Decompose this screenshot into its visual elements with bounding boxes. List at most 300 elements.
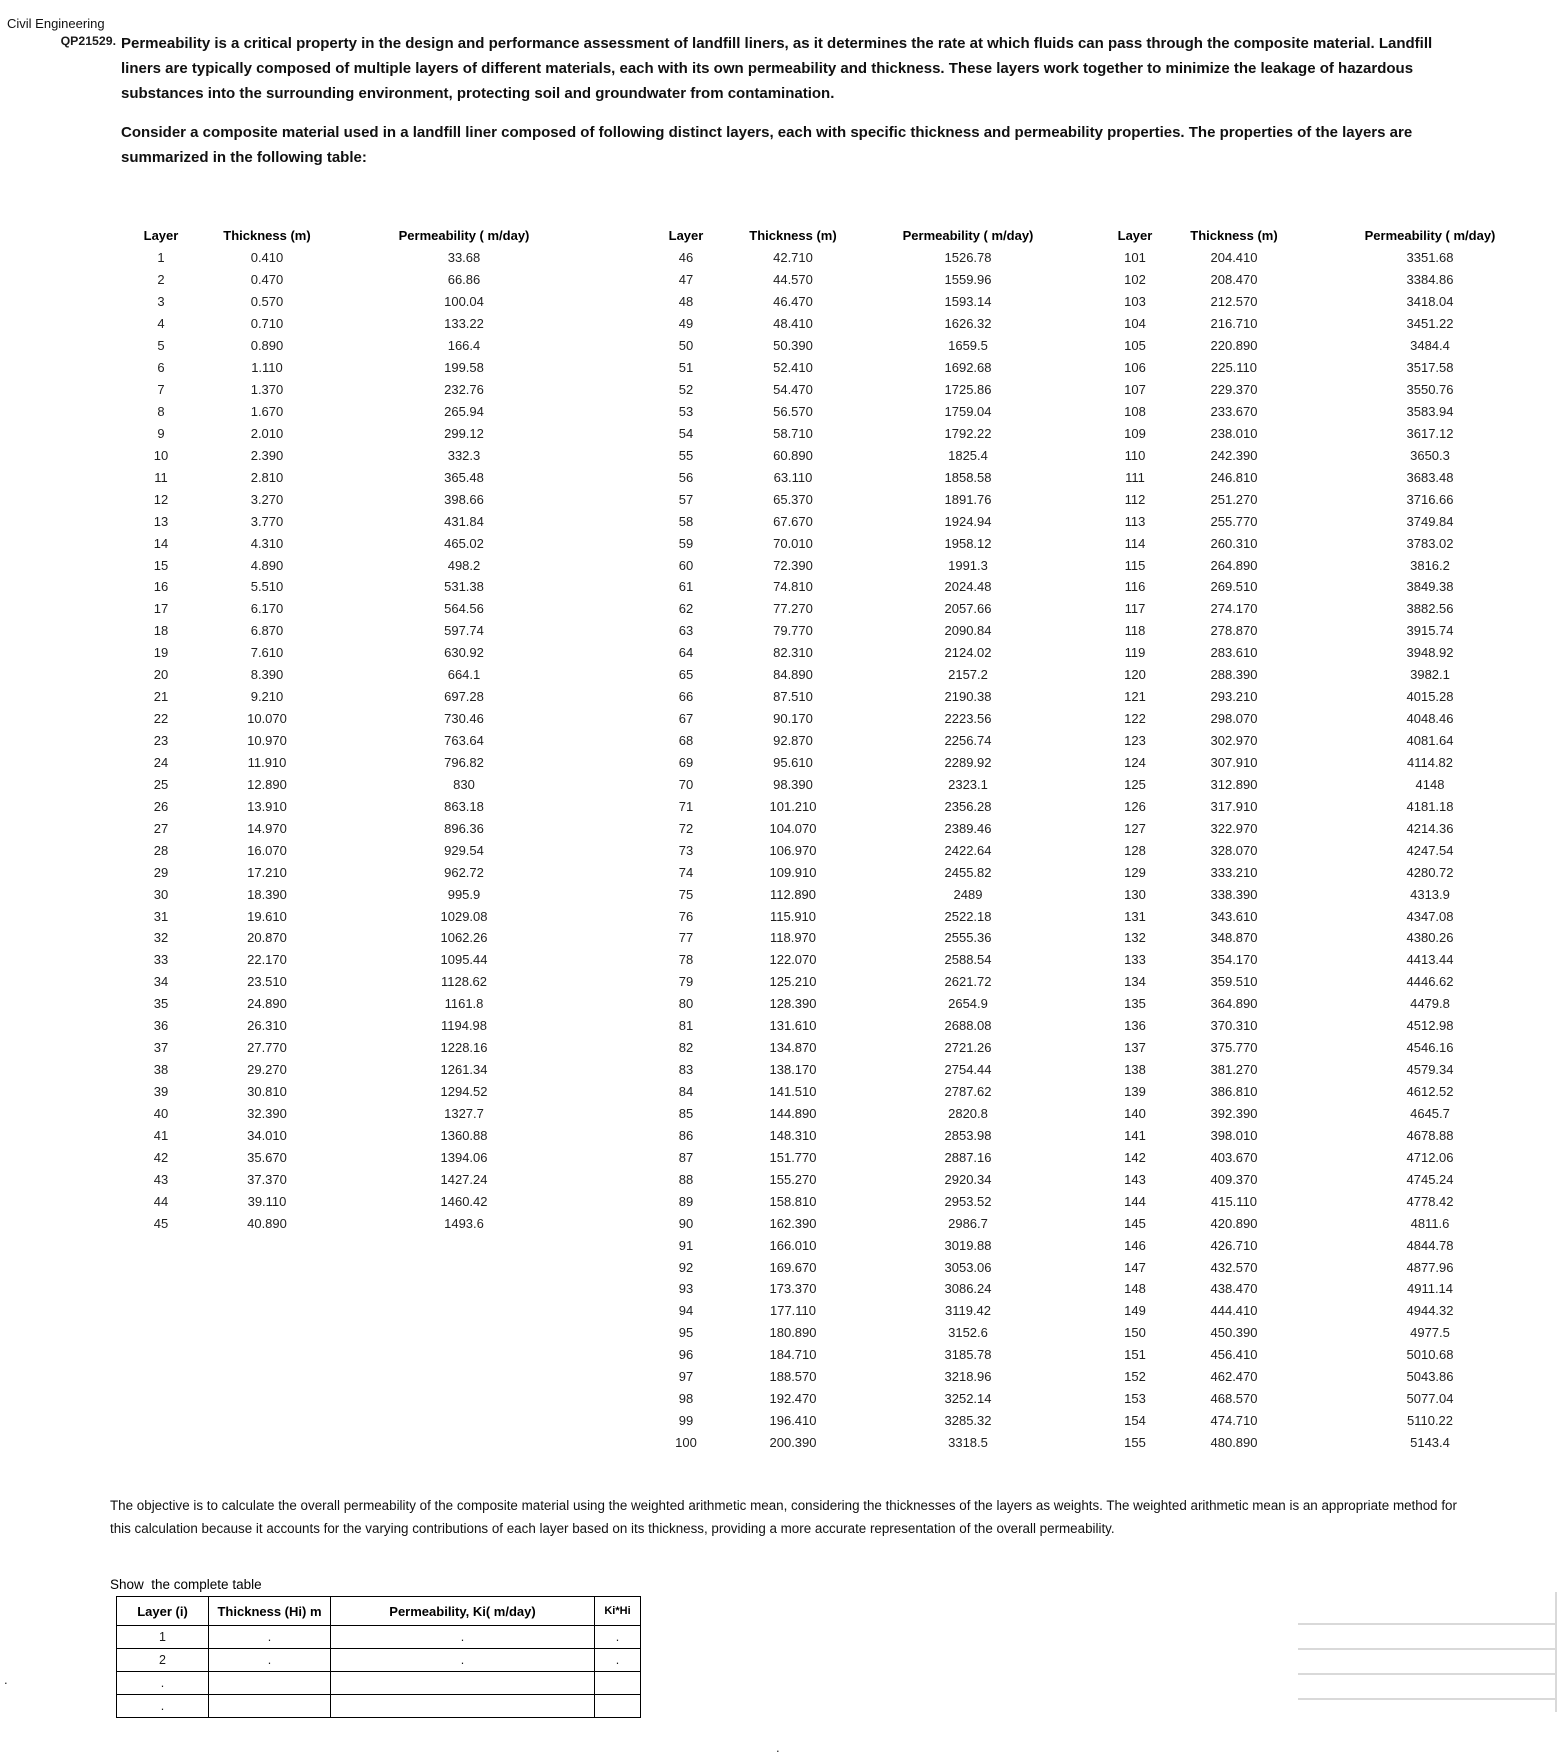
thickness-cell: 50.390 [773, 338, 813, 354]
answer-table [116, 1596, 641, 1718]
thickness-cell: 60.890 [773, 447, 813, 463]
permeability-cell: 3915.74 [1406, 623, 1454, 639]
thickness-cell: 7.610 [250, 645, 284, 661]
permeability-cell: 2190.38 [944, 689, 992, 705]
thickness-cell: 65.370 [773, 491, 813, 507]
answer-cell[interactable] [209, 1672, 331, 1695]
permeability-cell: 2323.1 [948, 776, 988, 792]
permeability-cell: 1294.52 [440, 1084, 488, 1100]
layer-cell: 98 [678, 1391, 694, 1407]
permeability-cell: 3816.2 [1410, 557, 1450, 573]
layer-cell: 95 [678, 1325, 694, 1341]
thickness-cell: 0.570 [250, 294, 284, 310]
permeability-cell: 1924.94 [944, 513, 992, 529]
permeability-cell: 2887.16 [944, 1149, 992, 1165]
permeability-cell: 1759.04 [944, 403, 992, 419]
layer-cell: 92 [678, 1259, 694, 1275]
thickness-cell: 474.710 [1210, 1413, 1258, 1429]
permeability-cell: 2953.52 [944, 1193, 992, 1209]
permeability-cell: 3484.4 [1410, 338, 1450, 354]
permeability-cell: 2289.92 [944, 754, 992, 770]
thickness-cell: 381.270 [1210, 1062, 1258, 1078]
layer-cell: 77 [678, 930, 694, 946]
layer-cell: 127 [1124, 820, 1146, 836]
thickness-cell: 54.470 [773, 382, 813, 398]
thickness-cell: 42.710 [773, 250, 813, 266]
answer-table-header-row [117, 1597, 641, 1626]
thickness-cell: 4.890 [250, 557, 284, 573]
thickness-cell: 375.770 [1210, 1040, 1258, 1056]
permeability-cell: 3152.6 [948, 1325, 988, 1341]
thickness-cell: 204.410 [1210, 250, 1258, 266]
permeability-cell: 564.56 [444, 601, 484, 617]
layer-cell: 107 [1124, 382, 1146, 398]
layer-cell: 102 [1124, 272, 1146, 288]
permeability-cell: 4512.98 [1406, 1018, 1454, 1034]
layer-cell: 30 [153, 886, 169, 902]
answer-cell[interactable]: 1 [117, 1626, 209, 1649]
thickness-cell: 134.870 [769, 1040, 817, 1056]
thickness-cell: 87.510 [773, 689, 813, 705]
layer-cell: 82 [678, 1040, 694, 1056]
layer-cell: 100 [675, 1435, 697, 1451]
layer-cell: 18 [153, 623, 169, 639]
permeability-cell: 2256.74 [944, 733, 992, 749]
thickness-cell: 90.170 [773, 711, 813, 727]
answer-cell[interactable] [595, 1695, 641, 1718]
layer-table-group-1 [100, 225, 616, 1234]
layer-cell: 132 [1124, 930, 1146, 946]
layer-cell: 131 [1124, 908, 1146, 924]
permeability-cell: 2422.64 [944, 842, 992, 858]
thickness-cell: 432.570 [1210, 1259, 1258, 1275]
permeability-cell: 4778.42 [1406, 1193, 1454, 1209]
thickness-cell: 0.890 [250, 338, 284, 354]
permeability-cell: 4612.52 [1406, 1084, 1454, 1100]
thickness-cell: 307.910 [1210, 754, 1258, 770]
thickness-cell: 63.110 [773, 469, 813, 485]
permeability-cell: 1991.3 [948, 557, 988, 573]
layer-cell: 125 [1124, 776, 1146, 792]
layer-cell: 7 [157, 382, 165, 398]
thickness-cell: 46.470 [773, 294, 813, 310]
thickness-cell: 216.710 [1210, 316, 1258, 332]
answer-entry-cell[interactable] [1298, 1648, 1557, 1673]
permeability-cell: 3716.66 [1406, 491, 1454, 507]
permeability-cell: 1559.96 [944, 272, 992, 288]
permeability-cell: 1792.22 [944, 425, 992, 441]
layer-cell: 154 [1124, 1413, 1146, 1429]
thickness-cell: 188.570 [769, 1369, 817, 1385]
layer-cell: 135 [1124, 996, 1146, 1012]
thickness-cell: 131.610 [769, 1018, 817, 1034]
answer-cell[interactable] [331, 1695, 595, 1718]
permeability-cell: 2455.82 [944, 864, 992, 880]
layer-cell: 150 [1124, 1325, 1146, 1341]
thickness-cell: 16.070 [247, 842, 287, 858]
column-header-permeability: Permeability ( m/day) [398, 228, 530, 244]
thickness-cell: 30.810 [247, 1084, 287, 1100]
answer-cell[interactable]: . [209, 1649, 331, 1672]
permeability-cell: 3550.76 [1406, 382, 1454, 398]
layer-cell: 47 [678, 272, 694, 288]
answer-entry-cell[interactable] [1298, 1623, 1557, 1648]
layer-cell: 31 [153, 908, 169, 924]
permeability-cell: 2090.84 [944, 623, 992, 639]
permeability-cell: 4844.78 [1406, 1237, 1454, 1253]
layer-cell: 94 [678, 1303, 694, 1319]
layer-cell: 72 [678, 820, 694, 836]
thickness-cell: 98.390 [773, 776, 813, 792]
permeability-cell: 4944.32 [1406, 1303, 1454, 1319]
layer-cell: 153 [1124, 1391, 1146, 1407]
layer-cell: 25 [153, 776, 169, 792]
layer-cell: 19 [153, 645, 169, 661]
column-header-permeability: Permeability ( m/day) [902, 228, 1034, 244]
thickness-cell: 40.890 [247, 1215, 287, 1231]
permeability-cell: 4181.18 [1406, 798, 1454, 814]
permeability-cell: 1194.98 [440, 1018, 488, 1034]
column-header-thickness: Thickness (m) [1190, 228, 1278, 244]
layer-cell: 86 [678, 1127, 694, 1143]
permeability-cell: 3218.96 [944, 1369, 992, 1385]
layer-cell: 24 [153, 754, 169, 770]
permeability-cell: 2157.2 [948, 667, 988, 683]
layer-cell: 62 [678, 601, 694, 617]
answer-cell[interactable] [595, 1672, 641, 1695]
permeability-cell: 4911.14 [1406, 1281, 1454, 1297]
thickness-cell: 444.410 [1210, 1303, 1258, 1319]
permeability-cell: 3119.42 [944, 1303, 992, 1319]
thickness-cell: 82.310 [773, 645, 813, 661]
layer-cell: 144 [1124, 1193, 1146, 1209]
thickness-cell: 177.110 [769, 1303, 817, 1319]
thickness-cell: 151.770 [769, 1149, 817, 1165]
layer-cell: 145 [1124, 1215, 1146, 1231]
thickness-cell: 238.010 [1210, 425, 1258, 441]
thickness-cell: 144.890 [769, 1105, 817, 1121]
layer-cell: 55 [678, 447, 694, 463]
permeability-cell: 796.82 [444, 754, 484, 770]
layer-cell: 41 [153, 1127, 169, 1143]
thickness-cell: 208.470 [1210, 272, 1258, 288]
intro-line: substances into the surrounding environment, protecting soil and groundwater from contamination. [121, 85, 835, 102]
permeability-cell: 3982.1 [1410, 667, 1450, 683]
permeability-cell: 2522.18 [944, 908, 992, 924]
layer-cell: 13 [153, 513, 169, 529]
permeability-cell: 3882.56 [1406, 601, 1454, 617]
thickness-cell: 328.070 [1210, 842, 1258, 858]
thickness-cell: 35.670 [247, 1149, 287, 1165]
permeability-cell: 1626.32 [944, 316, 992, 332]
layer-cell: 74 [678, 864, 694, 880]
thickness-cell: 148.310 [769, 1127, 817, 1143]
answer-cell[interactable]: 2 [117, 1649, 209, 1672]
permeability-cell: 1261.34 [440, 1062, 488, 1078]
column-header-layer: Layer [1117, 228, 1153, 244]
layer-cell: 34 [153, 974, 169, 990]
permeability-cell: 3185.78 [944, 1347, 992, 1363]
thickness-cell: 72.390 [773, 557, 813, 573]
permeability-cell: 2389.46 [944, 820, 992, 836]
layer-cell: 104 [1124, 316, 1146, 332]
answer-cell[interactable]: . [331, 1626, 595, 1649]
layer-cell: 129 [1124, 864, 1146, 880]
thickness-cell: 10.970 [247, 733, 287, 749]
layer-cell: 35 [153, 996, 169, 1012]
thickness-cell: 312.890 [1210, 776, 1258, 792]
permeability-cell: 1327.7 [444, 1105, 484, 1121]
thickness-cell: 398.010 [1210, 1127, 1258, 1143]
permeability-cell: 1029.08 [440, 908, 488, 924]
permeability-cell: 4347.08 [1406, 908, 1454, 924]
permeability-cell: 1593.14 [944, 294, 992, 310]
layer-cell: 97 [678, 1369, 694, 1385]
thickness-cell: 0.710 [250, 316, 284, 332]
thickness-cell: 10.070 [247, 711, 287, 727]
layer-cell: 64 [678, 645, 694, 661]
permeability-cell: 830 [453, 776, 475, 792]
permeability-cell: 1493.6 [444, 1215, 484, 1231]
permeability-cell: 1128.62 [440, 974, 488, 990]
permeability-cell: 3285.32 [944, 1413, 992, 1429]
layer-cell: 20 [153, 667, 169, 683]
permeability-cell: 664.1 [447, 667, 481, 683]
consider-line: Consider a composite material used in a landfill liner composed of following distinct layers, each with specific thickness and permeability properties. The properties of the layers are [121, 124, 1413, 141]
answer-row [117, 1695, 641, 1718]
permeability-cell: 465.02 [444, 535, 484, 551]
thickness-cell: 32.390 [247, 1105, 287, 1121]
permeability-cell: 3451.22 [1406, 316, 1454, 332]
layer-cell: 90 [678, 1215, 694, 1231]
thickness-cell: 70.010 [773, 535, 813, 551]
layer-cell: 69 [678, 754, 694, 770]
permeability-cell: 332.3 [447, 447, 481, 463]
permeability-cell: 1725.86 [944, 382, 992, 398]
layer-cell: 8 [157, 403, 165, 419]
permeability-cell: 2654.9 [948, 996, 988, 1012]
thickness-cell: 155.270 [769, 1171, 817, 1187]
permeability-cell: 3650.3 [1410, 447, 1450, 463]
thickness-cell: 278.870 [1210, 623, 1258, 639]
thickness-cell: 260.310 [1210, 535, 1258, 551]
layer-table-group-2 [624, 225, 1098, 1454]
layer-cell: 118 [1124, 623, 1146, 639]
layer-cell: 148 [1124, 1281, 1146, 1297]
layer-cell: 63 [678, 623, 694, 639]
permeability-cell: 498.2 [447, 557, 481, 573]
layer-cell: 151 [1124, 1347, 1146, 1363]
thickness-cell: 392.390 [1210, 1105, 1258, 1121]
intro-paragraph [121, 31, 1432, 106]
layer-cell: 152 [1124, 1369, 1146, 1385]
layer-cell: 85 [678, 1105, 694, 1121]
thickness-cell: 274.170 [1210, 601, 1258, 617]
thickness-cell: 166.010 [769, 1237, 817, 1253]
layer-cell: 84 [678, 1084, 694, 1100]
permeability-cell: 5077.04 [1406, 1391, 1454, 1407]
thickness-cell: 173.370 [769, 1281, 817, 1297]
permeability-cell: 2820.8 [948, 1105, 988, 1121]
answer-header-thickness: Thickness (Hi) m [209, 1597, 331, 1626]
permeability-cell: 2057.66 [944, 601, 992, 617]
answer-cell[interactable] [209, 1695, 331, 1718]
permeability-cell: 1825.4 [948, 447, 988, 463]
layer-cell: 2 [157, 272, 165, 288]
thickness-cell: 18.390 [247, 886, 287, 902]
thickness-cell: 212.570 [1210, 294, 1258, 310]
layer-cell: 80 [678, 996, 694, 1012]
permeability-cell: 5110.22 [1406, 1413, 1454, 1429]
thickness-cell: 122.070 [769, 952, 817, 968]
thickness-cell: 6.170 [250, 601, 284, 617]
answer-cell[interactable]: . [331, 1649, 595, 1672]
permeability-cell: 133.22 [444, 316, 484, 332]
thickness-cell: 44.570 [773, 272, 813, 288]
column-header-layer: Layer [668, 228, 704, 244]
answer-cell[interactable]: . [117, 1672, 209, 1695]
layer-cell: 48 [678, 294, 694, 310]
thickness-cell: 180.890 [769, 1325, 817, 1341]
thickness-cell: 456.410 [1210, 1347, 1258, 1363]
layer-cell: 12 [153, 491, 169, 507]
layer-cell: 5 [157, 338, 165, 354]
answer-cell[interactable]: . [595, 1626, 641, 1649]
layer-cell: 133 [1124, 952, 1146, 968]
permeability-cell: 4048.46 [1406, 711, 1454, 727]
thickness-cell: 468.570 [1210, 1391, 1258, 1407]
layer-cell: 45 [153, 1215, 169, 1231]
permeability-cell: 3583.94 [1406, 403, 1454, 419]
layer-cell: 46 [678, 250, 694, 266]
thickness-cell: 115.910 [769, 908, 817, 924]
permeability-cell: 4479.8 [1410, 996, 1450, 1012]
thickness-cell: 192.470 [769, 1391, 817, 1407]
consider-line: summarized in the following table: [121, 149, 367, 166]
thickness-cell: 354.170 [1210, 952, 1258, 968]
layer-cell: 70 [678, 776, 694, 792]
thickness-cell: 118.970 [769, 930, 817, 946]
permeability-cell: 4712.06 [1406, 1149, 1454, 1165]
thickness-cell: 29.270 [247, 1062, 287, 1078]
thickness-cell: 39.110 [247, 1193, 287, 1209]
layer-cell: 101 [1124, 250, 1146, 266]
layer-cell: 137 [1124, 1040, 1146, 1056]
permeability-cell: 3783.02 [1406, 535, 1454, 551]
thickness-cell: 11.910 [247, 754, 287, 770]
thickness-cell: 106.970 [769, 842, 817, 858]
thickness-cell: 246.810 [1210, 469, 1258, 485]
permeability-cell: 1062.26 [440, 930, 488, 946]
layer-cell: 49 [678, 316, 694, 332]
layer-cell: 140 [1124, 1105, 1146, 1121]
answer-row [117, 1649, 641, 1672]
answer-cell[interactable]: . [595, 1649, 641, 1672]
permeability-cell: 2754.44 [944, 1062, 992, 1078]
layer-cell: 36 [153, 1018, 169, 1034]
permeability-cell: 398.66 [444, 491, 484, 507]
answer-header-permeability: Permeability, Ki( m/day) [331, 1597, 595, 1626]
permeability-cell: 4214.36 [1406, 820, 1454, 836]
layer-cell: 105 [1124, 338, 1146, 354]
permeability-cell: 4745.24 [1406, 1171, 1454, 1187]
answer-cell[interactable]: . [209, 1626, 331, 1649]
layer-cell: 21 [153, 689, 169, 705]
thickness-cell: 101.210 [769, 798, 817, 814]
layer-cell: 83 [678, 1062, 694, 1078]
thickness-cell: 196.410 [769, 1413, 817, 1429]
layer-cell: 53 [678, 403, 694, 419]
permeability-cell: 3351.68 [1406, 250, 1454, 266]
thickness-cell: 420.890 [1210, 1215, 1258, 1231]
layer-cell: 60 [678, 557, 694, 573]
thickness-cell: 8.390 [250, 667, 284, 683]
thickness-cell: 348.870 [1210, 930, 1258, 946]
permeability-cell: 5010.68 [1406, 1347, 1454, 1363]
thickness-cell: 6.870 [250, 623, 284, 639]
layer-cell: 27 [153, 820, 169, 836]
thickness-cell: 23.510 [247, 974, 287, 990]
thickness-cell: 92.870 [773, 733, 813, 749]
thickness-cell: 2.390 [250, 447, 284, 463]
permeability-cell: 4313.9 [1410, 886, 1450, 902]
thickness-cell: 13.910 [247, 798, 287, 814]
thickness-cell: 2.810 [250, 469, 284, 485]
layer-cell: 4 [157, 316, 165, 332]
layer-cell: 121 [1124, 689, 1146, 705]
permeability-cell: 1360.88 [440, 1127, 488, 1143]
layer-cell: 57 [678, 491, 694, 507]
layer-cell: 123 [1124, 733, 1146, 749]
permeability-cell: 4413.44 [1406, 952, 1454, 968]
permeability-cell: 3749.84 [1406, 513, 1454, 529]
permeability-cell: 995.9 [447, 886, 481, 902]
thickness-cell: 302.970 [1210, 733, 1258, 749]
layer-table-group-3 [1080, 225, 1561, 1454]
permeability-cell: 3418.04 [1406, 294, 1454, 310]
layer-cell: 91 [678, 1237, 694, 1253]
thickness-cell: 20.870 [247, 930, 287, 946]
thickness-cell: 26.310 [247, 1018, 287, 1034]
permeability-cell: 2688.08 [944, 1018, 992, 1034]
thickness-cell: 0.470 [250, 272, 284, 288]
layer-cell: 44 [153, 1193, 169, 1209]
permeability-cell: 630.92 [444, 645, 484, 661]
thickness-cell: 9.210 [250, 689, 284, 705]
layer-cell: 22 [153, 711, 169, 727]
permeability-cell: 4678.88 [1406, 1127, 1454, 1143]
thickness-cell: 288.390 [1210, 667, 1258, 683]
thickness-cell: 269.510 [1210, 579, 1258, 595]
answer-entry-cell[interactable] [1298, 1673, 1557, 1700]
permeability-cell: 929.54 [444, 842, 484, 858]
answer-cell[interactable] [331, 1672, 595, 1695]
permeability-cell: 2621.72 [944, 974, 992, 990]
intro-line: liners are typically composed of multiple layers of different materials, each with its own permeability and thickness. These layers work together to minimize the leakage of hazardous [121, 60, 1414, 77]
answer-cell[interactable]: . [117, 1695, 209, 1718]
layer-cell: 10 [153, 447, 169, 463]
category-label: Civil Engineering [7, 16, 105, 31]
stray-dot-bottom: . [776, 1740, 780, 1755]
answer-row [117, 1672, 641, 1695]
permeability-cell: 66.86 [447, 272, 481, 288]
permeability-cell: 3019.88 [944, 1237, 992, 1253]
thickness-cell: 104.070 [769, 820, 817, 836]
layer-cell: 15 [153, 557, 169, 573]
permeability-cell: 1958.12 [944, 535, 992, 551]
layer-cell: 68 [678, 733, 694, 749]
thickness-cell: 14.970 [247, 820, 287, 836]
